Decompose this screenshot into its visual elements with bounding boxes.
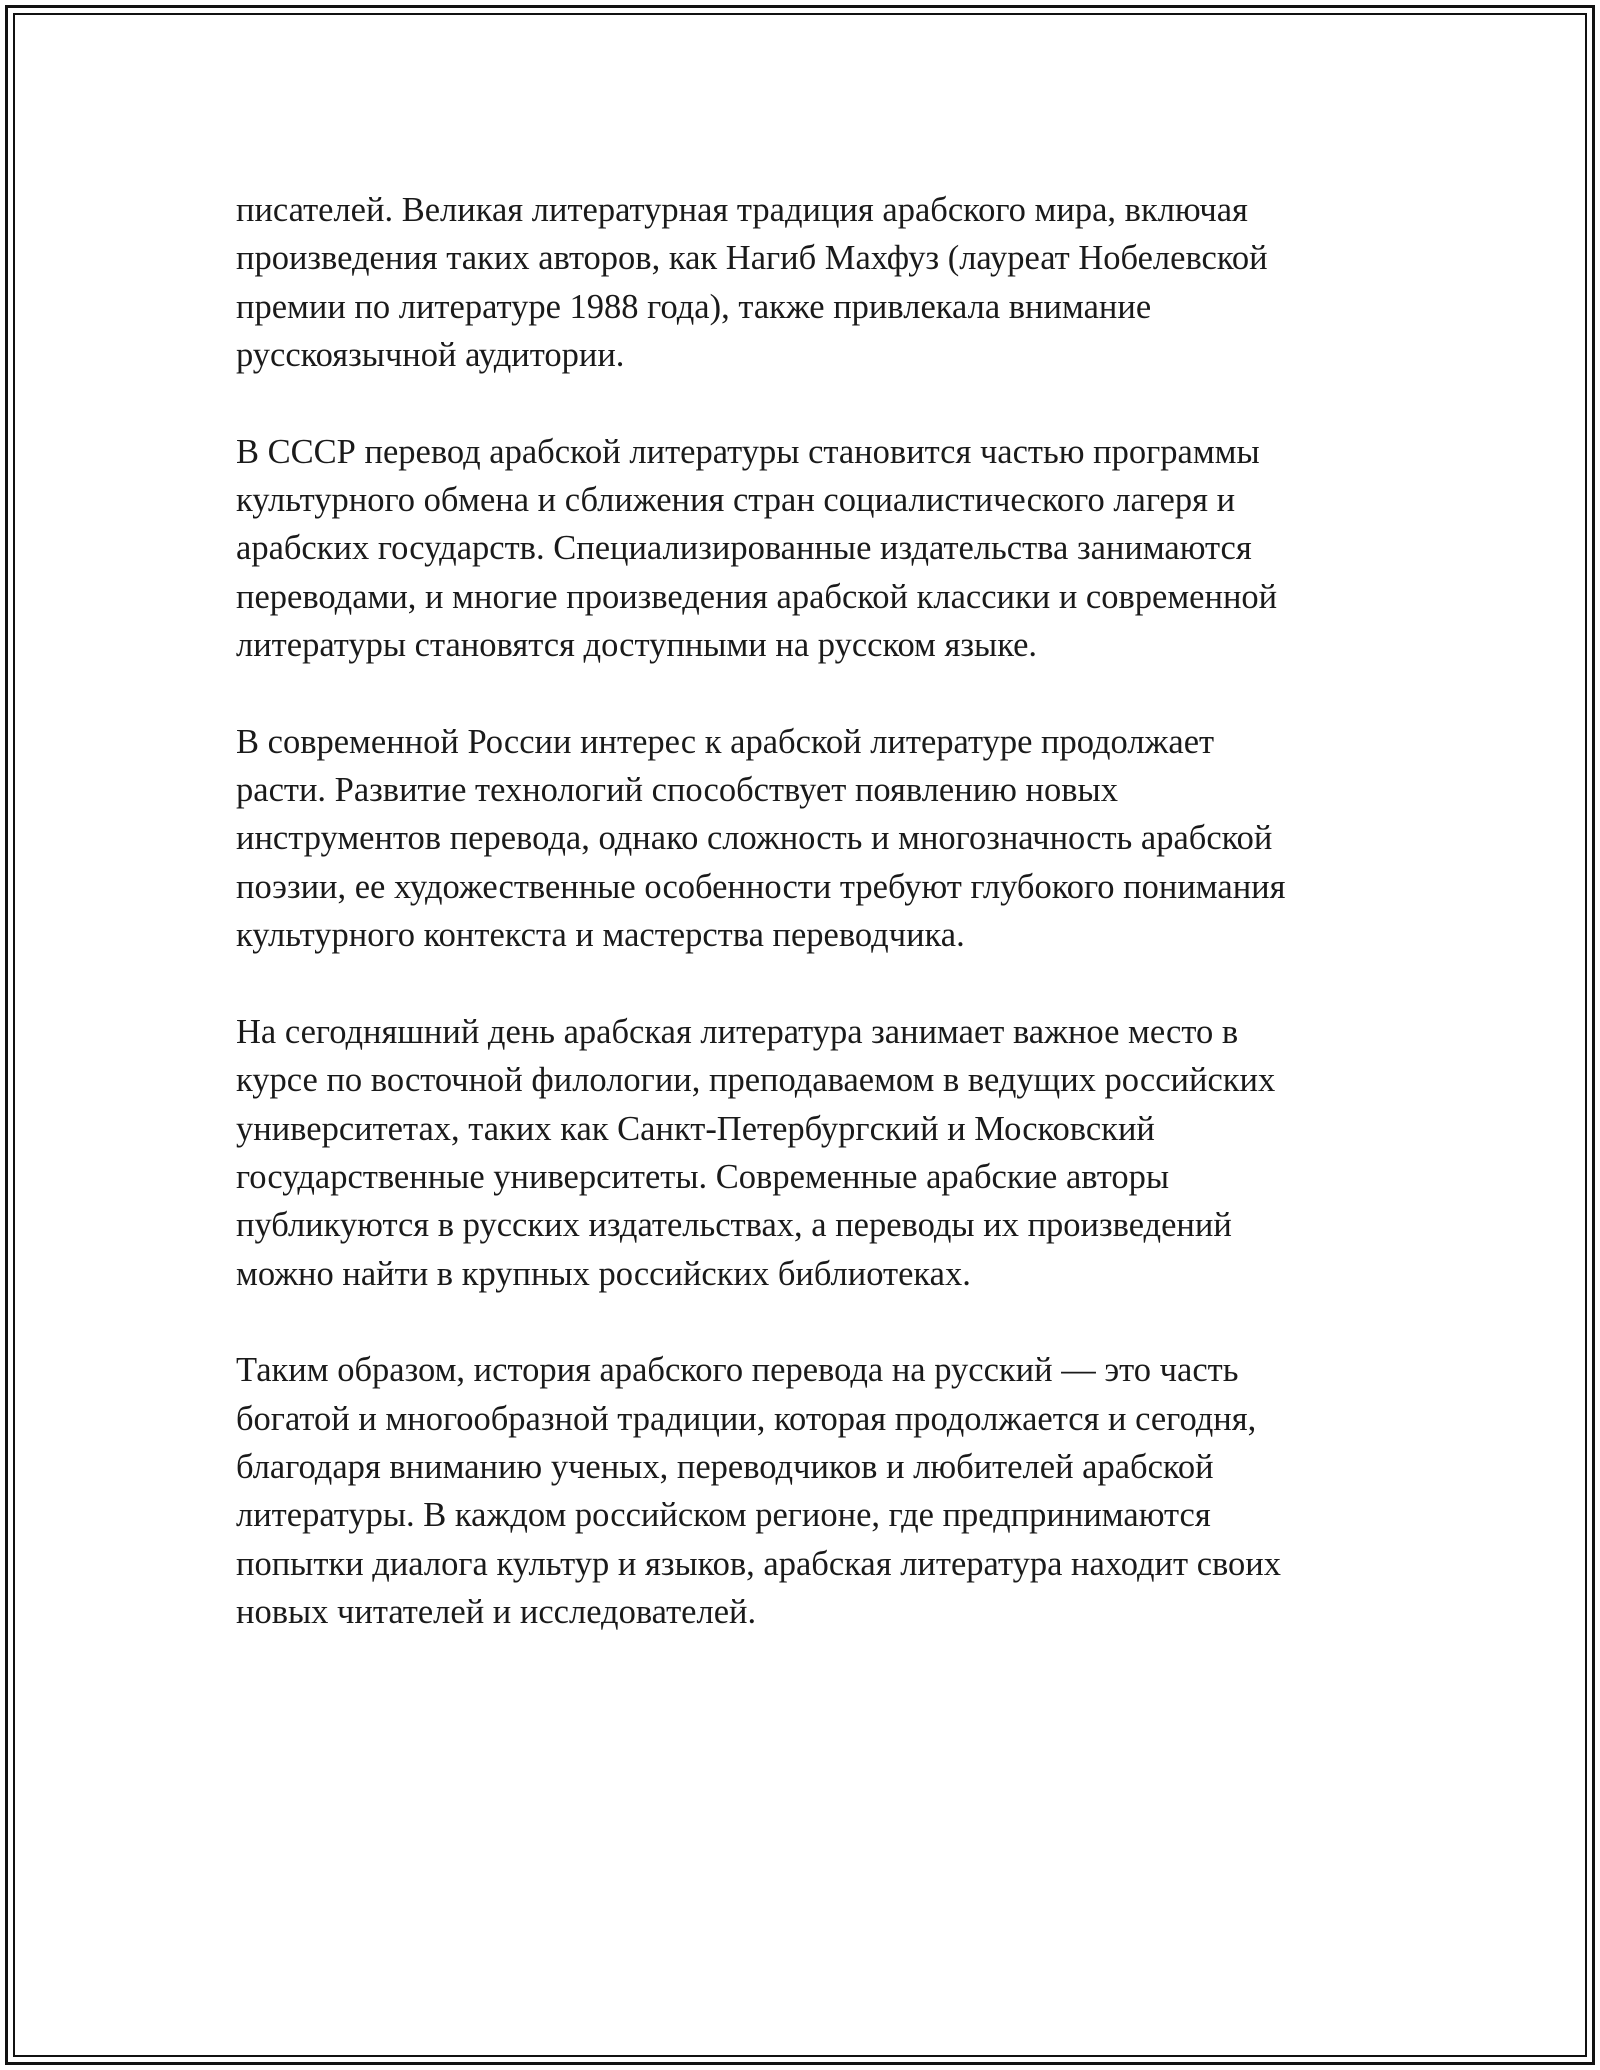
paragraph-4: На сегодняшний день арабская литература занимает важное место в курсе по восточной филологии, преподаваемом в ведущих российских университетах, таких как Санкт-Петербургский и Московский государственные университеты. Современные арабские авторы публикуются в русских издательствах, а переводы их произведений можно найти в крупных российских библиотеках. [236,1012,1276,1293]
paragraph-2: В СССР перевод арабской литературы становится частью программы культурного обмена и сближения стран социалистического лагеря и арабских государств. Специализированные издательства занимаются переводами, и многие произведения арабской классики и современной литературы становятся доступными на русском языке. [236,432,1278,665]
document-body [236,186,1376,1685]
paragraph-1: писателей. Великая литературная традиция арабского мира, включая произведения таких авторов, как Нагиб Махфуз (лауреат Нобелевской премии по литературе 1988 года), также привлекала внимание русскоязычной аудитории. [236,191,1268,375]
paragraph-3: В современной России интерес к арабской литературе продолжает расти. Развитие технологий способствует появлению новых инструментов перевода, однако сложность и многозначность арабской поэзии, ее художественные особенности требуют глубокого понимания культурного контекста и мастерства переводчика. [236,722,1286,955]
paragraph-5: Таким образом, история арабского перевода на русский — это часть богатой и многообразной традиции, которая продолжается и сегодня, благодаря вниманию ученых, переводчиков и любителей арабской литературы. В каждом российском регионе, где предпринимаются попытки диалога культур и языков, арабская литература находит своих новых читателей и исследователей. [236,1351,1282,1632]
